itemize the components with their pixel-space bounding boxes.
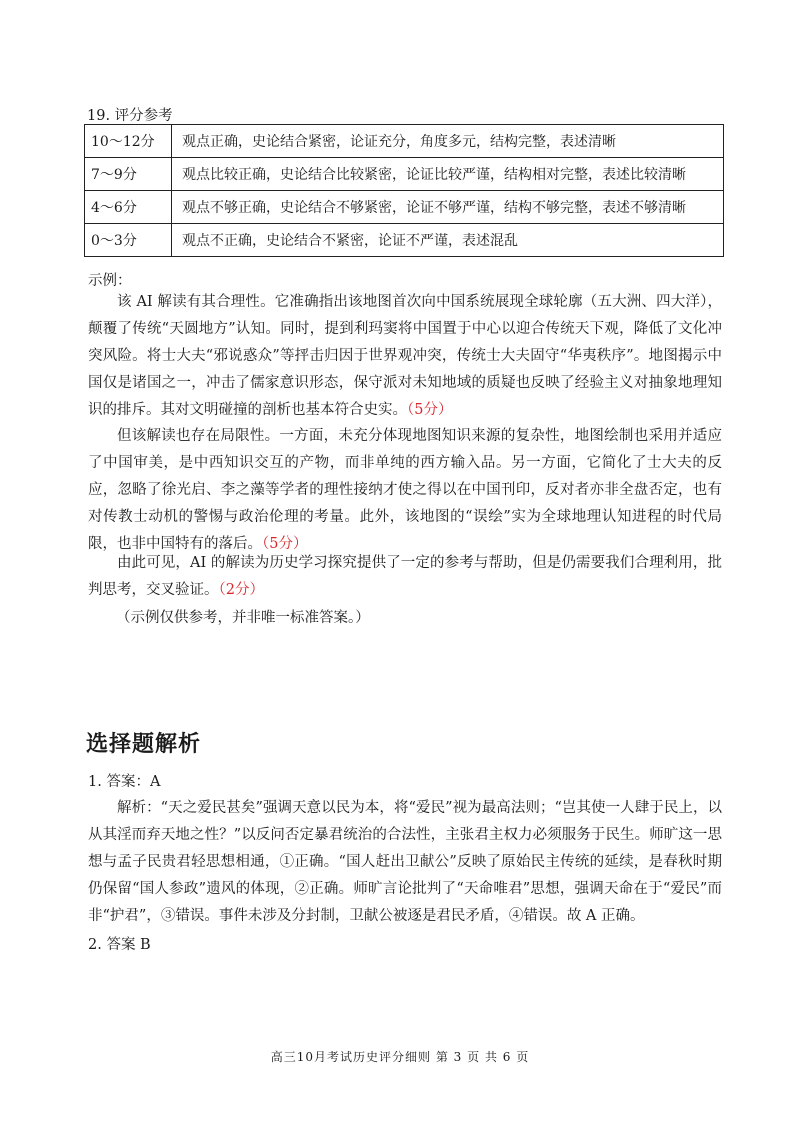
rubric-score: 4～6分 [85,191,172,224]
points-label: （5分） [262,536,308,552]
rubric-score: 0～3分 [85,224,172,257]
rubric-desc: 观点比较正确，史论结合比较紧密，论证比较严谨，结构相对完整，表述比较清晰 [172,158,724,191]
page-footer: 高三10月考试历史评分细则 第 3 页 共 6 页 [270,1050,530,1064]
table-row [85,191,724,224]
table-row [85,158,724,191]
sample-note: （示例仅供参考，并非唯一标准答案。） [116,610,370,626]
points-label: （2分） [218,582,264,598]
table-row [85,224,724,257]
paragraph-text: 但该解读也存在局限性。一方面，未充分体现地图知识来源的复杂性，地图绘制也采用并适应了中国审美，是中西知识交互的产物，而非单纯的西方输入品。另一方面，它简化了士大夫的反应，忽略了徐光启、李之藻等学者的理性接纳才使之得以在中国刊印，反对者亦非全盘否定，也有对传教士动机的警惕与政治伦理的考量。此外，该地图的“误绘”实为全球地理认知进程的时代局限，也非中国特有的落后。 [88,428,722,552]
sample-paragraph-2 [88,423,722,558]
rubric-score: 10～12分 [85,125,172,158]
answer-2-title: 2. 答案 B [88,937,151,953]
sample-paragraph-3 [88,550,722,604]
rubric-desc: 观点不正确，史论结合不紧密，论证不严谨，表述混乱 [172,224,724,257]
table-row [85,125,724,158]
sample-paragraph-1 [88,289,722,424]
points-label: （5分） [407,402,453,418]
rubric-score: 7～9分 [85,158,172,191]
section-heading: 选择题解析 [86,732,202,757]
paragraph-text: 由此可见，AI 的解读为历史学习探究提供了一定的参考与帮助，但是仍需要我们合理利用，批判思考，交叉验证。 [88,555,722,598]
answer-1-title: 1. 答案：A [88,774,161,790]
paragraph-text: 该 AI 解读有其合理性。它准确指出该地图首次向中国系统展现全球轮廓（五大洲、四大洋），颠覆了传统“天圆地方”认知。同时，提到利玛窦将中国置于中心以迎合传统天下观，降低了文化冲突风险。将士大夫“邪说惑众”等抨击归因于世界观冲突，传统士大夫固守“华夷秩序”。地图揭示中国仅是诸国之一，冲击了儒家意识形态，保守派对未知地域的质疑也反映了经验主义对抽象地理知识的排斥。其对文明碰撞的剖析也基本符合史实。 [88,294,722,418]
question-title: 19. 评分参考 [87,108,173,124]
rubric-desc: 观点不够正确，史论结合不够紧密，论证不够严谨，结构不够完整，表述不够清晰 [172,191,724,224]
answer-1-analysis: 解析：“天之爱民甚矣”强调天意以民为本，将“爱民”视为最高法则；“岂其使一人肆于民上，以从其淫而弃天地之性？”以反问否定暴君统治的合法性，主张君主权力必须服务于民生。师旷这一思想与孟子民贵君轻思想相通，①正确。“国人赶出卫献公”反映了原始民主传统的延续，是春秋时期仍保留“国人参政”遗风的体现，②正确。师旷言论批判了“天命唯君”思想，强调天命在于“爱民”而非“护君”，③错误。事件未涉及分封制，卫献公被逐是君民矛盾，④错误。故 A 正确。 [88,800,722,924]
rubric-desc: 观点正确，史论结合紧密，论证充分，角度多元，结构完整，表述清晰 [172,125,724,158]
rubric-table [84,124,724,257]
sample-label: 示例： [88,273,132,289]
